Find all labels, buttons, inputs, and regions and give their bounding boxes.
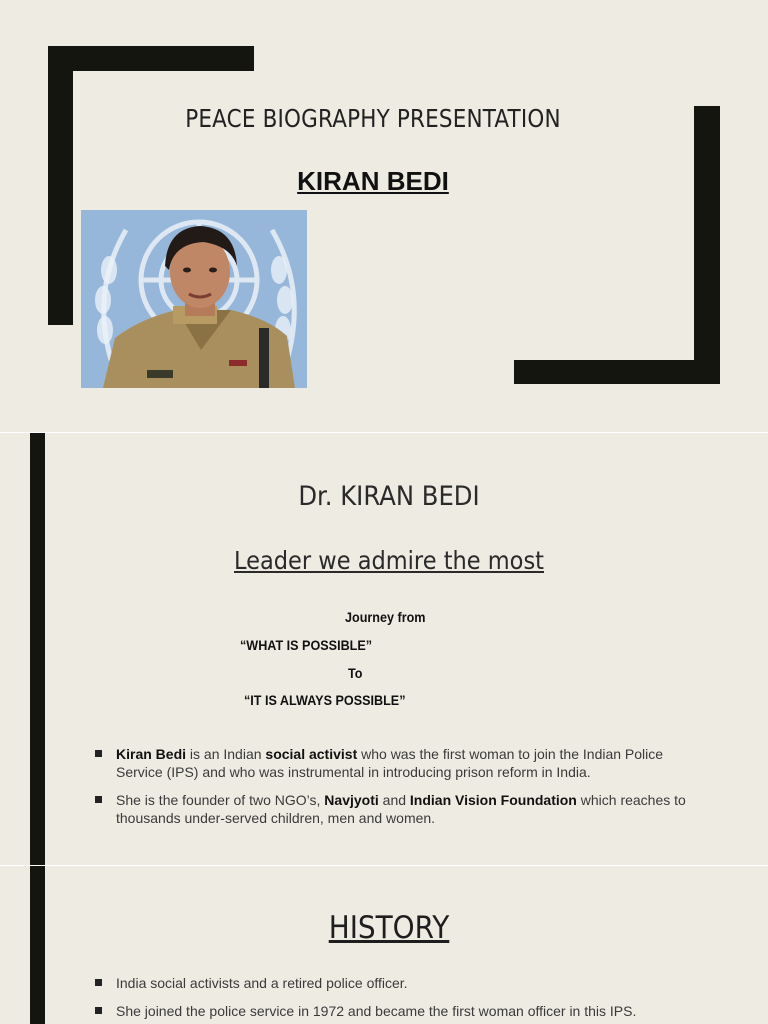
bullet-square-icon bbox=[95, 979, 102, 986]
journey-line: To bbox=[348, 665, 363, 681]
bullet-text: She is the founder of two NGO’s, bbox=[116, 792, 325, 808]
bullet-list bbox=[95, 745, 695, 837]
list-item bbox=[95, 974, 695, 992]
bullet-square-icon bbox=[95, 750, 102, 757]
title-slide bbox=[0, 0, 768, 432]
bold-text: Indian Vision Foundation bbox=[409, 792, 577, 808]
journey-line: Journey from bbox=[345, 609, 426, 625]
slide-title: Dr. KIRAN BEDI bbox=[298, 481, 480, 512]
bullet-text: She joined the police service in 1972 and became the first woman officer in this IPS. bbox=[116, 1003, 637, 1019]
corner-bar-bottom-right-h bbox=[514, 360, 720, 384]
bullet-text: which reaches to thousands under-served children, men and women. bbox=[116, 792, 686, 826]
journey-line: “IT IS ALWAYS POSSIBLE” bbox=[244, 692, 406, 708]
bold-text: social activist bbox=[265, 746, 358, 762]
bullet-text: India social activists and a retired police officer. bbox=[116, 975, 408, 991]
corner-bar-top-left-h bbox=[48, 46, 254, 71]
bullet-text: and bbox=[378, 792, 410, 808]
bullet-text: who was the first woman to join the Indian Police Service (IPS) and who was instrumental in introducing prison reform in India. bbox=[116, 746, 664, 780]
history-slide bbox=[0, 866, 768, 1024]
journey-line: “WHAT IS POSSIBLE” bbox=[240, 637, 373, 653]
bullet-text: is an Indian bbox=[186, 746, 266, 762]
bullet-square-icon bbox=[95, 1007, 102, 1014]
portrait-photo bbox=[81, 210, 307, 388]
bold-text: Kiran Bedi bbox=[116, 746, 187, 762]
list-item bbox=[95, 791, 695, 827]
bullet-square-icon bbox=[95, 796, 102, 803]
list-item bbox=[95, 745, 695, 781]
bold-text: Navjyoti bbox=[324, 792, 379, 808]
corner-bar-bottom-right-v bbox=[694, 106, 720, 384]
presentation-title: PEACE BIOGRAPHY PRESENTATION bbox=[185, 104, 561, 133]
intro-slide bbox=[0, 433, 768, 865]
slide-title: HISTORY bbox=[328, 910, 450, 946]
slide-subtitle: Leader we admire the most bbox=[234, 546, 544, 575]
list-item bbox=[95, 1002, 695, 1020]
subject-name: KIRAN BEDI bbox=[297, 166, 449, 196]
bullet-list bbox=[95, 974, 695, 1024]
